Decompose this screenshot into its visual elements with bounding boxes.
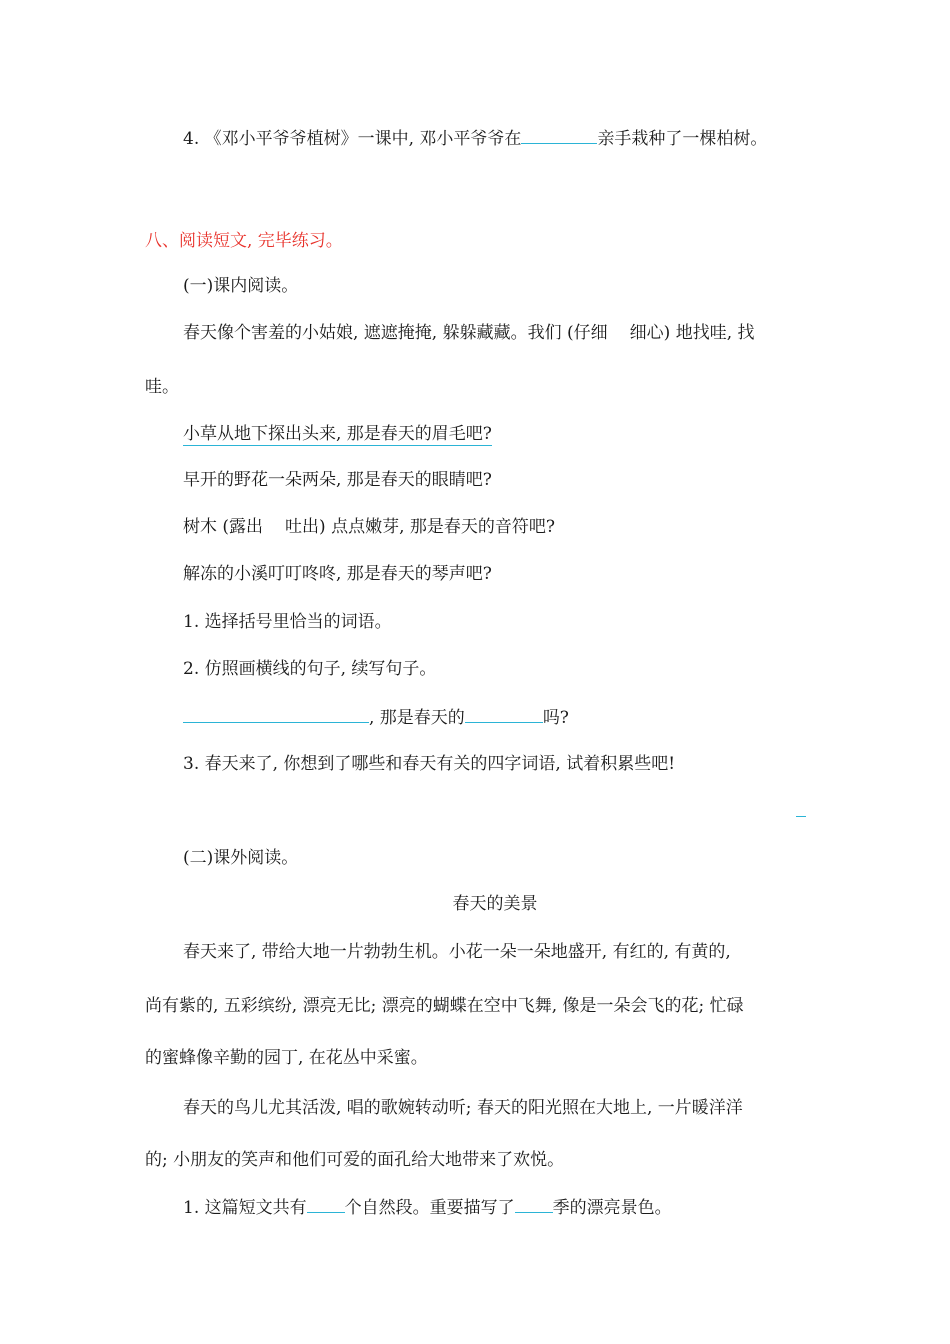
part2-paragraph2-line1: 春天的鸟儿尤其活泼, 唱的歌婉转动听; 春天的阳光照在大地上, 一片暖洋洋 — [183, 1098, 743, 1118]
part1-paragraph-text-b: 细心) 地找哇, 找 — [629, 323, 755, 343]
q4-text-after: 亲手栽种了一棵柏树。 — [597, 129, 768, 149]
part1-question-2: 2. 仿照画横线的句子, 续写句子。 — [183, 659, 437, 679]
part1-label: (一)课内阅读。 — [183, 276, 299, 296]
underlined-sentence-text: 小草从地下探出头来, 那是春天的眉毛吧? — [183, 424, 492, 444]
sentence-4: 解冻的小溪叮叮咚咚, 那是春天的琴声吧? — [183, 564, 492, 584]
part2-paragraph2-line2: 的; 小朋友的笑声和他们可爱的面孔给大地带来了欢悦。 — [145, 1150, 565, 1170]
sentence-3-text-a: 树木 (露出 — [183, 517, 264, 537]
q3-answer-blank[interactable] — [796, 816, 806, 817]
passage-title: 春天的美景 — [452, 894, 538, 914]
part1-question-1: 1. 选择括号里恰当的词语。 — [183, 612, 392, 632]
part2-paragraph1-line2: 尚有紫的, 五彩缤纷, 漂亮无比; 漂亮的蝴蝶在空中飞舞, 像是一朵会飞的花; 忙碌 — [145, 996, 744, 1016]
sentence-3 — [183, 515, 555, 539]
part2-paragraph1-line1: 春天来了, 带给大地一片勃勃生机。小花一朵一朵地盛开, 有红的, 有黄的, — [183, 942, 731, 962]
part2-q1-blank-1[interactable] — [307, 1195, 345, 1213]
section-heading: 八、阅读短文, 完毕练习。 — [145, 231, 343, 251]
part1-question-3: 3. 春天来了, 你想到了哪些和春天有关的四字词语, 试着积累些吧! — [183, 754, 676, 774]
part2-label: (二)课外阅读。 — [183, 848, 299, 868]
part2-paragraph1-line3: 的蜜蜂像辛勤的园丁, 在花丛中采蜜。 — [145, 1048, 428, 1068]
sentence-2: 早开的野花一朵两朵, 那是春天的眼睛吧? — [183, 470, 492, 490]
part2-q1-text-a: 1. 这篇短文共有 — [183, 1198, 307, 1218]
q4-answer-blank[interactable] — [521, 126, 597, 144]
q2-fill-mid-text: , 那是春天的 — [369, 708, 465, 728]
part1-paragraph-line1 — [183, 321, 755, 345]
part2-question-1 — [183, 1195, 672, 1220]
q2-answer-blank-2[interactable] — [465, 705, 543, 723]
underlined-sentence — [183, 422, 492, 446]
part1-question-2-fill — [183, 705, 569, 730]
part1-paragraph-line2: 哇。 — [145, 377, 179, 397]
part1-paragraph-text-a: 春天像个害羞的小姑娘, 遮遮掩掩, 躲躲藏藏。我们 (仔细 — [183, 323, 608, 343]
q2-answer-blank-1[interactable] — [183, 705, 369, 723]
q4-line — [183, 126, 767, 151]
q2-fill-end-text: 吗? — [542, 708, 569, 728]
q4-text-before: 4. 《邓小平爷爷植树》一课中, 邓小平爷爷在 — [183, 129, 522, 149]
part2-q1-text-b: 个自然段。重要描写了 — [344, 1198, 515, 1218]
sentence-3-text-b: 吐出) 点点嫩芽, 那是春天的音符吧? — [285, 517, 556, 537]
part2-q1-text-c: 季的漂亮景色。 — [552, 1198, 672, 1218]
part2-q1-blank-2[interactable] — [515, 1195, 553, 1213]
